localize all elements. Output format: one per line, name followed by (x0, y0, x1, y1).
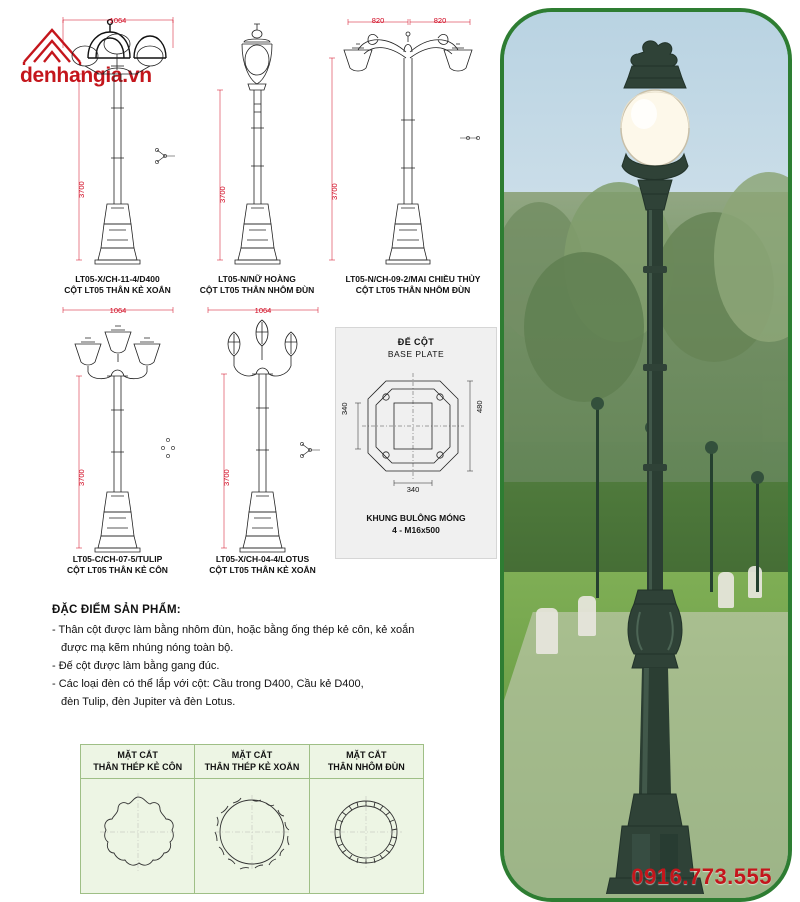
photo-statue (536, 608, 558, 654)
lamp-drawing-1 (45, 8, 190, 270)
product-photo-panel (500, 8, 792, 902)
cross-section-head-3 (310, 745, 423, 779)
drawing-name-3: CỘT LT05 THÂN NHÔM ĐÙN (355, 285, 471, 295)
cross-section-head-3-line2: THÂN NHÔM ĐÙN (327, 761, 405, 772)
cross-section-shape-twisted-icon (206, 789, 298, 881)
drawing-cell-4 (45, 300, 190, 585)
dim-width-3a: 820 (371, 16, 385, 25)
photo-statue (748, 566, 762, 598)
drawing-code-2: LT05-N/NỮ HOÀNG (218, 274, 296, 284)
cross-section-shape-fluted-icon (320, 789, 412, 881)
feature-line-2: được mạ kẽm nhúng nóng toàn bộ. (61, 642, 234, 654)
drawing-row-1 (0, 0, 520, 300)
cross-section-head-2 (195, 745, 308, 779)
cross-section-head-2-line1: MẶT CẮT (231, 750, 273, 760)
drawing-cell-1 (45, 8, 190, 298)
feature-line-1: - Thân cột được làm bằng nhôm đùn, hoặc bằng ống thép kẻ côn, kẻ xoắn (52, 624, 415, 636)
product-features (52, 604, 492, 712)
dim-width-5: 1064 (254, 306, 272, 315)
base-plate-foot-1: KHUNG BULÔNG MÓNG (366, 513, 466, 523)
base-plate-dim-right: 480 (475, 400, 484, 413)
drawing-cell-3 (318, 8, 508, 298)
base-plate-title-vi: ĐẾ CỘT (397, 337, 435, 347)
lamp-drawing-3 (318, 8, 508, 270)
base-plate-title-en: BASE PLATE (387, 349, 445, 359)
dim-height-2: 3700 (218, 186, 227, 203)
base-plate-panel (335, 327, 497, 559)
base-plate-foot-2: 4 - M16x500 (392, 525, 440, 535)
lamp-drawing-4 (45, 300, 190, 558)
base-plate-dim-bottom: 340 (406, 485, 420, 494)
drawing-code-5: LT05-X/CH-04-4/LOTUS (215, 554, 310, 564)
lamp-drawing-2 (192, 8, 322, 270)
drawing-code-3: LT05-N/CH-09-2/MAI CHIỀU THỦY (345, 274, 481, 284)
logo-wordmark: denhangia.vn (20, 64, 152, 87)
cross-section-col-3 (310, 745, 423, 893)
feature-line-3: - Đế cột được làm bằng gang đúc. (52, 660, 220, 672)
dim-height-5: 3700 (222, 469, 231, 486)
drawing-name-4: CỘT LT05 THÂN KẺ CÔN (67, 565, 168, 575)
cross-section-head-1 (81, 745, 194, 779)
dim-width-1: 1064 (109, 16, 127, 25)
cross-section-shape-tapered-icon (92, 789, 184, 881)
cross-section-col-2 (195, 745, 309, 893)
cross-section-head-1-line1: MẶT CẮT (117, 750, 158, 760)
drawing-code-4: LT05-C/CH-07-5/TULIP (72, 554, 163, 564)
drawing-name-5: CỘT LT05 THÂN KẺ XOẮN (209, 565, 316, 575)
photo-main-lamp (592, 34, 712, 894)
photo-far-lamp (756, 482, 759, 592)
dim-height-1: 3700 (77, 181, 86, 198)
cross-section-table (80, 744, 424, 894)
dim-height-3: 3700 (330, 183, 339, 200)
dim-width-3b: 820 (433, 16, 447, 25)
drawing-name-1: CỘT LT05 THÂN KẺ XOẮN (64, 285, 171, 295)
feature-line-5: đèn Tulip, đèn Jupiter và đèn Lotus. (61, 696, 236, 708)
cross-section-head-3-line1: MẶT CẮT (346, 750, 387, 760)
dim-height-4: 3700 (77, 469, 86, 486)
cross-section-col-1 (81, 745, 195, 893)
drawing-code-1: LT05-X/CH-11-4/D400 (75, 274, 160, 284)
drawing-name-2: CỘT LT05 THÂN NHÔM ĐÙN (199, 285, 315, 295)
contact-phone: 0916.773.555 (631, 864, 772, 889)
cross-section-head-2-line2: THÂN THÉP KẺ XOẮN (204, 761, 300, 772)
dim-width-4: 1064 (109, 306, 127, 315)
drawing-cell-5 (190, 300, 335, 585)
drawing-cell-2 (192, 8, 322, 298)
base-plate-dim-left: 340 (340, 402, 349, 415)
cross-section-head-1-line2: THÂN THÉP KẺ CÔN (93, 761, 183, 772)
features-heading: ĐẶC ĐIỂM SẢN PHẨM: (52, 604, 181, 616)
lamp-drawing-5 (190, 300, 335, 558)
feature-line-4: - Các loại đèn có thể lắp với cột: Cầu trong D400, Cầu kẻ D400, (52, 678, 364, 690)
photo-statue (718, 572, 734, 608)
